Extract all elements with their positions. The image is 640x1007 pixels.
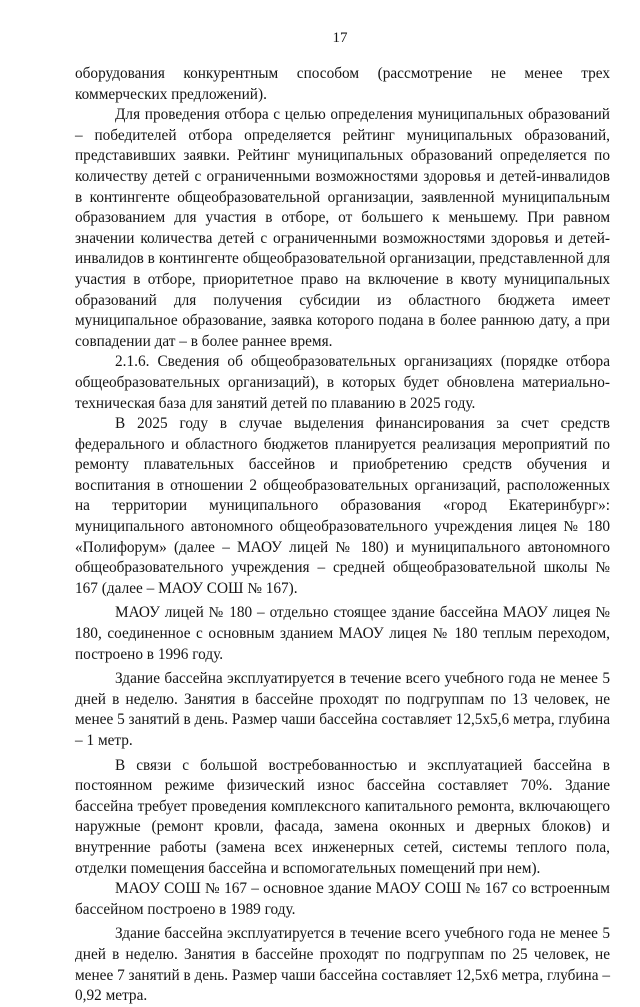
- paragraph-lyceum-180: МАОУ лицей № 180 – отдельно стоящее здание бассейна МАОУ лицея № 180, соединенное с основным зданием МАОУ лицея № 180 теплым переходом, построено в 1996 году.: [75, 604, 610, 663]
- paragraph-financing-2025: В 2025 году в случае выделения финансирования за счет средств федерального и областного бюджетов планируется реализация мероприятий по ремонту плавательных бассейнов и приобретению средств обучения и воспитания в отношении 2 общеобразовательных организаций, расположенных на территории муниципального образования «город Екатеринбург»: муниципального автономного общеобразовательного учреждения лицея № 180 «Полифорум» (далее – МАОУ лицей № 180) и муниципального автономного общеобразовательного учреждения – средней общеобразовательной школы № 167 (далее – МАОУ СОШ № 167).: [75, 415, 610, 597]
- paragraph-lyceum-180-pool-usage: Здание бассейна эксплуатируется в течение всего учебного года не менее 5 дней в неделю. Занятия в бассейне проходят по подгруппам по 13 человек, не менее 5 занятий в день. Размер чаши бассейна составляет 12,5х5,6 метра, глубина – 1 метр.: [75, 670, 610, 749]
- document-body: [75, 64, 610, 1007]
- paragraph-school-167: МАОУ СОШ № 167 – основное здание МАОУ СОШ № 167 со встроенным бассейном построено в 1989 году.: [75, 880, 610, 918]
- paragraph-selection-rating: Для проведения отбора с целью определения муниципальных образований – победителей отбора определяется рейтинг муниципальных образований, представивших заявки. Рейтинг муниципальных образований определяется по количеству детей с ограниченными возможностями здоровья и детей-инвалидов в контингенте общеобразовательной организации, заявленной муниципальным образованием для участия в отборе, от большего к меньшему. При равном значении количества детей с ограниченными возможностями здоровья и детей-инвалидов в контингенте общеобразовательной организации, представленной для участия в отборе, приоритетное право на включение в квоту муниципальных образований для получения субсидии из областного бюджета имеет муниципальное образование, заявка которого подана в более раннюю дату, а при совпадении дат – в более раннее время.: [75, 106, 610, 350]
- paragraph-lyceum-180-pool-wear: В связи с большой востребованностью и эксплуатацией бассейна в постоянном режиме физический износ бассейна составляет 70%. Здание бассейна требует проведения комплексного капитального ремонта, включающего наружные (ремонт кровли, фасада, замена оконных и дверных блоков) и внутренние работы (замена всех инженерных сетей, системы теплого пола, отделки помещения бассейна и вспомогательных помещений при нем).: [75, 756, 610, 877]
- page-number: 17: [332, 30, 348, 46]
- paragraph-section-2-1-6: 2.1.6. Сведения об общеобразовательных организациях (порядке отбора общеобразовательных организаций), в которых будет обновлена материально-техническая база для занятий детей по плаванию в 2025 году.: [75, 353, 610, 412]
- paragraph-school-167-pool-usage: Здание бассейна эксплуатируется в течение всего учебного года не менее 5 дней в неделю. Занятия в бассейне проходят по подгруппам по 25 человек, не менее 7 занятий в день. Размер чаши бассейна составляет 12,5х6 метра, глубина – 0,92 метра.: [75, 925, 610, 1005]
- paragraph-continuation: оборудования конкурентным способом (рассмотрение не менее трех коммерческих предложений).: [75, 65, 610, 103]
